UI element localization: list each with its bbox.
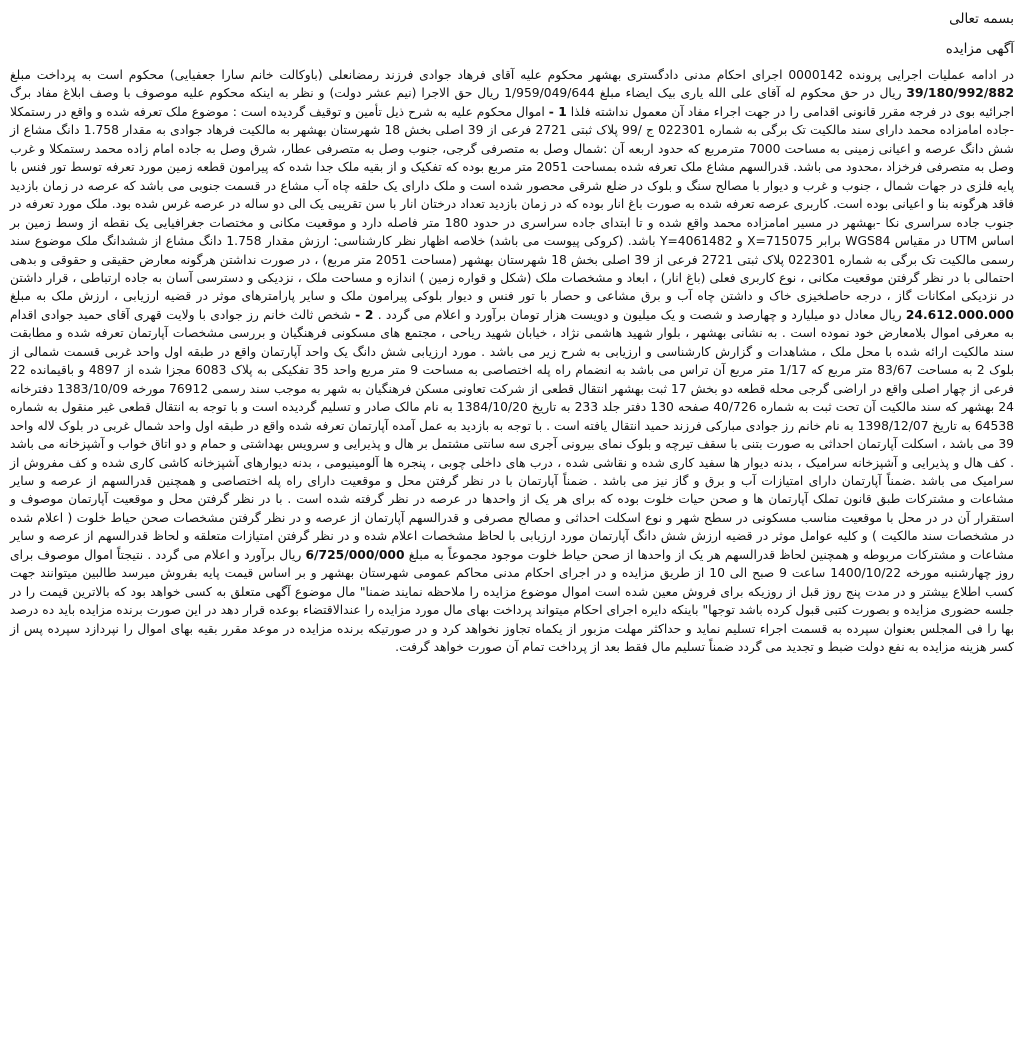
land-valuation-amount: 24.612.000.000 <box>905 307 1014 322</box>
land-valuation-words: ریال معادل دو میلیارد و چهارصد و شصت و یک میلیون و دویست هزار تومان برآورد و اعلام می گردد . <box>373 307 906 322</box>
body-text-intro: در ادامه عملیات اجرایی پرونده 0000142 اجرای احکام مدنی دادگستری بهشهر محکوم علیه آقای فرهاد جوادی فرزند رمضانعلی (باوکالت خانم سارا جعفیایی) محکوم است به پرداخت مبلغ <box>10 68 1014 82</box>
item-2-marker: 2 - <box>355 307 374 322</box>
apartment-valuation-amount: 6/725/000/000 <box>305 547 405 562</box>
item-1-land-description: اموال محکوم علیه به شرح ذیل تأمین و توقیف گردیده است : موضوع ملک تعرفه شده و واقع در رستمکلا -جاده امامزاده محمد دارای سند مالکیت تک برگی به شماره 022301 ج /99 پلاک ثبتی 2721 فرعی از 39 اصلی بخش 18 شهرستان بهشهر به مالکیت فرهاد جوادی به مقدار 1.758 دانگ مشاع از شش دانگ عرصه و اعیانی زمینی به مساحت 7000 مترمربع که حدود اربعه آن :شمال وصل به متصرفی گرجی، جنوب وصل به متصرفی عطار، شرق وصل به جاده امام زاده محمد رستمکلا و غرب وصل به متصرفی فرخزاد ،محدود می باشد. قدرالسهم مشاع ملک تعرفه شده بمساحت 2051 متر مربع بوده که تفکیک و از بقیه ملک جدا شده که پیرامون قطعه زمین مورد تعرفه توسط تور فنس با پایه فلزی در جهات شمال ، جنوب و غرب و دیوار با مصالح سنگ و بلوک در ضلع شرقی محصور شده است و ملک دارای یک حلقه چاه آب مشاع در قسمت جنوبی می باشد که عرصه در زمان بازدید فاقد هرگونه بنا و اعیانی بوده است. کاربری عرصه تعرفه شده به صورت باغ انار بوده که در زمان بازدید تعداد درختان انار با سن تقریبی یک الی دو ساله در عرصه غرس شده بود. ملک مورد تعرفه در جنوب جاده سراسری نکا -بهشهر در مسیر امامزاده محمد واقع شده و تا ابتدای جاده سراسری در حدود 180 متر فاصله دارد و موقعیت مکانی و مختصات جغرافیایی یک نقطه از وسط زمین بر اساس UTM در مقیاس WGS84 برابر X=715075 و Y=4061482 باشد. (کروکی پیوست می باشد) خلاصه اظهار نظر کارشناسی: ارزش مقدار 1.758 دانگ مشاع از ششدانگ ملک موضوع سند رسمی مالکیت تک برگی به شماره 022301 پلاک ثبتی 2721 فرعی از 39 اصلی بخش 18 شهرستان بهشهر (مساحت 2051 متر مربع) ، در صورت نداشتن هرگونه معارض حقیقی و حقوقی و بدهی احتمالی با در نظر گرفتن موقعیت مکانی ، نوع کاربری فعلی (باغ انار) ، ابعاد و مشخصات ملک (شکل و قواره زمین ) اندازه و مساحت ملک ، نزدیکی و دسترسی آسان به جاده ارتباطی ، قرار داشتن در نزدیکی امکانات گاز ، درجه حاصلخیزی خاک و داشتن چاه آب و برق مشاعی و حصار با تور فنس و دیوار بلوکی پیرامون ملک و سایر پارامترهای موثر در قضیه ارزیابی ، ارزش ملک به مبلغ <box>10 104 1015 304</box>
judgment-amount: 39/180/992/882 <box>906 86 1014 101</box>
item-1-marker: 1 - <box>548 104 567 119</box>
item-2-apartment-description: شخص ثالث خانم رز جوادی با ولایت قهری آقای حمید جوادی اقدام به معرفی اموال بلامعارض خود نموده است . به نشانی بهشهر ، بلوار شهید هاشمی نژاد ، خیابان شهید ریاحی ، مجتمع های مسکونی فرهنگیان و بررسی مشخصات آپارتمان تعرفه شده و مطابقت سند مالکیت ارائه شده با محل ملک ، مشاهدات و گزارش کارشناسی و ارزیابی به شرح زیر می باشد . مورد ارزیابی شش دانگ یک واحد آپارتمان واقع در طبقه اول واحد غربی قسمت شمالی از بلوک 2 به مساحت 83/67 متر مربع که 1/17 متر مربع آن تراس می باشد به انضمام راه پله اختصاصی به مساحت 9 متر مربع واحد 35 تفکیکی به پلاک 6083 مجزا شده از 4897 و باقیمانده 22 فرعی از چهار اصلی واقع در اراضی گرجی محله قطعه دو بخش 17 ثبت بهشهر انتقال قطعی از شرکت تعاونی مسکن فرهنگیان به شهر به موجب سند رسمی 76912 مورخه 1383/10/09 دفترخانه 24 بهشهر که سند مالکیت آن تحت ثبت به شماره 40/726 صفحه 130 دفتر جلد 233 به تاریخ 1384/10/20 به نام مالک صادر و تسلیم گردیده است و با توجه به انتقال قطعی غیر منقول به شماره 64538 به تاریخ 1398/12/07 به نام خانم رز جوادی مبارکی فرزند حمید انتقال یافته است . با توجه به بازدید به عمل آمده آپارتمان تعرفه شده واقع در طبقه اول واحد شمال غربی در بلوک لاله واحد 39 می باشد ، اسکلت آپارتمان احداثی به صورت بتنی با سقف تیرچه و بلوک نمای بیرونی آجری سه سانتی مشتمل بر هال و پذیرایی و سرویس بهداشتی و حمام و دو اتاق خواب و آشپزخانه می باشد . کف هال و پذیرایی و آشپزخانه سرامیک ، بدنه دیوار ها سفید کاری شده و نقاشی شده ، درب های داخلی چوبی ، پنجره ها آلومینیومی ، بدنه دیوارهای آشپزخانه کاشی کاری شده و کف مفروش از سرامیک می باشد .ضمناً آپارتمان دارای امتیازات آب و برق و گاز نیز می باشد . ضمناً آپارتمان با در نظر گرفتن محل و موقعیت دارای راه پله اختصاصی و همچنین قدرالسهم از عرصه و سایر مشاعات و مشترکات طبق قانون تملک آپارتمان ها و صحن حیات خلوت بوده که برای هر یک از واحدها در عرصه در نظر گرفته شده است . با در نظر گرفتن محل و موقعیت آپارتمان موصوف و استقرار آن در در محل با موقعیت مناسب مسکونی در سطح شهر و نوع اسکلت احداثی و مصالح مصرفی و قدرالسهم آپارتمان از عرصه و در نظر گرفتن مشخصات صحن حیاط خلوت ( اعلام شده در مشخصات سند مالکیت ) و کلیه عوامل موثر در قضیه ارزش شش دانگ آپارتمان مورد ارزیابی با لحاظ مشخصات اعلام شده و در نظر گرفتن امتیازات متعلقه و لحاظ قدرالسهم از عرصه و سایر مشاعات و مشترکات مربوطه و همچنین لحاظ قدرالسهم هر یک از واحدها از صحن حیاط خلوت موجود مجموعاً به مبلغ <box>10 307 1015 562</box>
notice-title: آگهی مزایده <box>945 41 1014 57</box>
auction-terms-text: ریال برآورد و اعلام می گردد . نتیجتاً اموال موصوف برای روز چهارشنبه مورخه 1400/10/22 ساعت 9 صبح الی 10 از طریق مزایده و در اجرای احکام مدنی محاکم عمومی شهرستان بهشهر و بر اساس قیمت پایه بفروش میرسد طالبین میتوانند جهت کسب اطلاع بیشتر و در مدت پنج روز قبل از روزیکه برای فروش معین شده است اموال موضوع مزایده را ملاحظه نمایند ضمنا" مال موضوع آگهی متعلق به کسی خواهد بود که بالاترین قیمت را در جلسه حضوری مزایده و بصورت کتبی قبول کرده باشد توجها" باینکه دایره اجرای احکام میتواند پرداخت بهای مال مورد مزایده را عندالاقتضاء بوعده قرار دهد در این صورت برنده مزایده باید ده درصد بها را فی المجلس بعنوان سپرده به قسمت اجراء تسلیم نماید و حداکثر مهلت مزبور از یکماه تجاوز نخواهد کرد و در صورتیکه برنده مزایده در موعد مقرر بقیه بهای اموال را نپردازد سپرده پس از کسر هزینه مزایده به نفع دولت ضبط و تجدید می گردد ضمناً تسلیم مال فقط بعد از پرداخت تمام آن صورت خواهد گرفت. <box>10 547 1014 655</box>
body-text-execution: ریال در حق محکوم له آقای علی الله یاری بیک ایضاء مبلغ 1/959/049/644 ریال حق الاجرا (نیم عشر دولت) و نظر به اینکه محکوم علیه موصوف با وصف ابلاغ مفاد برگ اجرائیه بوی در فرجه مقرر قانونی اقدامی را در جهت اجراء مفاد آن معمول نداشته فلذا <box>10 86 1014 119</box>
basmala-heading: بسمه تعالی <box>949 11 1014 27</box>
notice-body <box>10 66 1014 657</box>
